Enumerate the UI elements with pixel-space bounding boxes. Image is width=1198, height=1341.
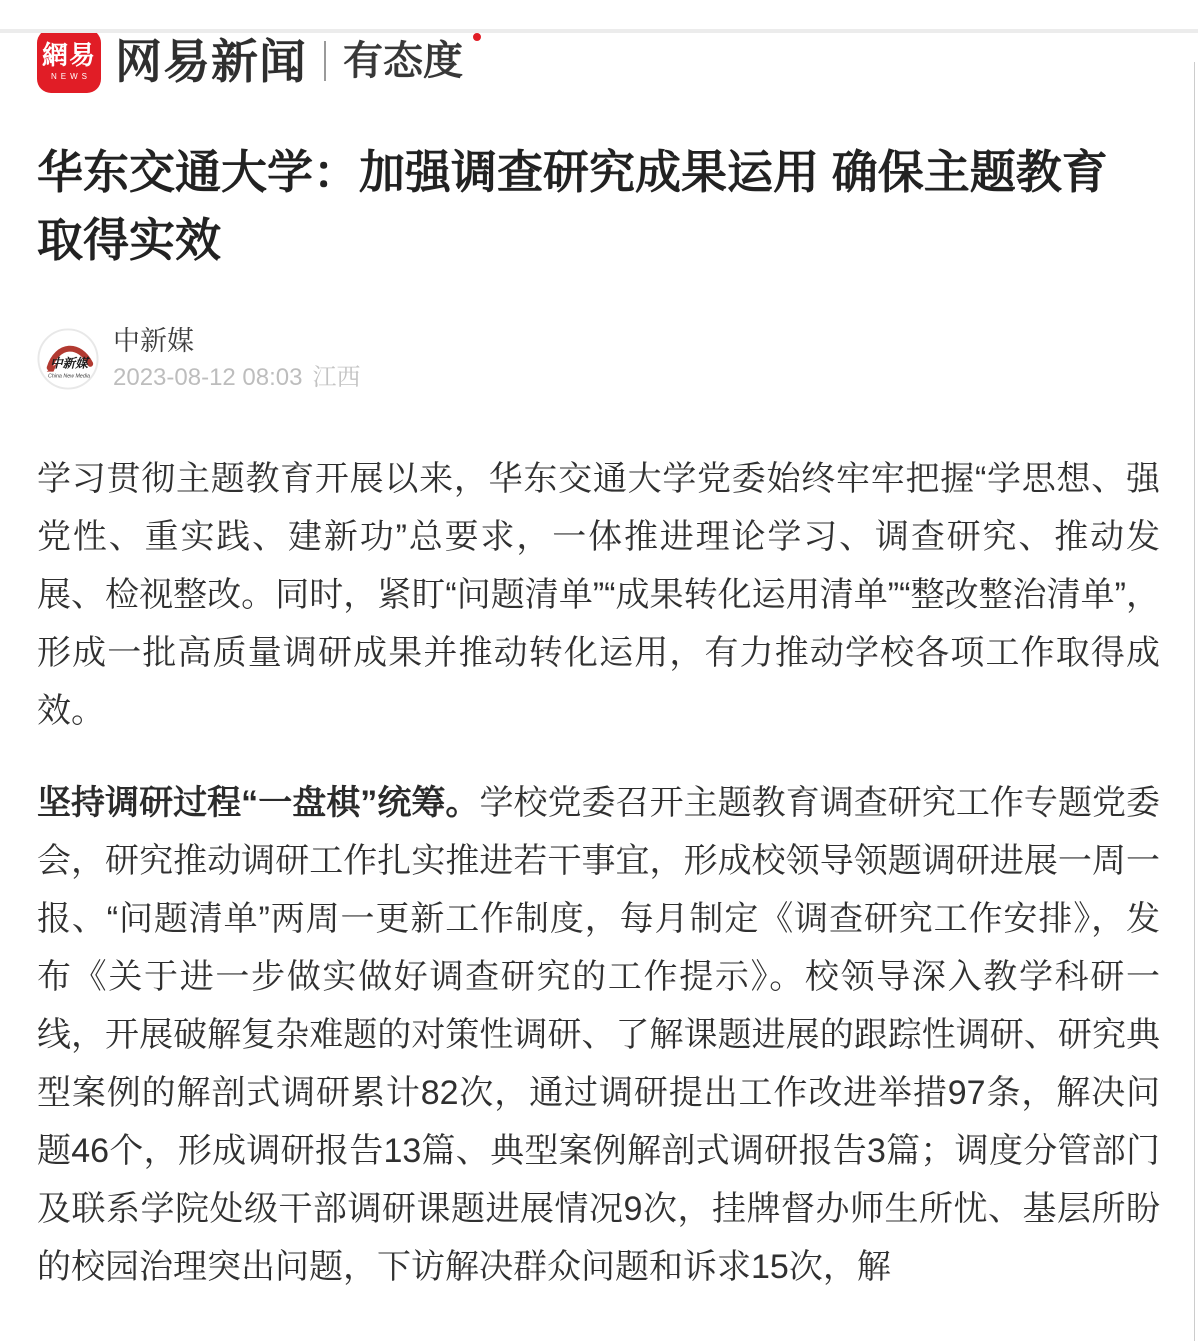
publish-time: 2023-08-12 08:03 bbox=[113, 364, 303, 392]
brand-title[interactable]: 网易新闻 bbox=[115, 34, 307, 88]
content-right-border bbox=[1194, 62, 1195, 1341]
author-avatar[interactable] bbox=[37, 328, 99, 390]
paragraph-text: 学校党委召开主题教育调查研究工作专题党委会，研究推动调研工作扎实推进若干事宜，形成校领导领题调研进展一周一报、“问题清单”两周一更新工作制度，每月制定《调查研究工作安排》，发布《关于进一步做实做好调查研究的工作提示》。校领导深入教学科研一线，开展破解复杂难题的对策性调研、了解课题进展的跟踪性调研、研究典型案例的解剖式调研累计82次，通过调研提出工作改进举措97条，解决问题46个，形成调研报告13篇、典型案例解剖式调研报告3篇；调度分管部门及联系学院处级干部调研课题进展情况9次，挂牌督办师生所忧、基层所盼的校园治理突出问题，下访解决群众问题和诉求15次，解 bbox=[37, 784, 1161, 1287]
page-top-strip bbox=[0, 29, 1198, 33]
publish-location: 江西 bbox=[312, 364, 361, 392]
brand-divider bbox=[324, 41, 326, 81]
paragraph-text: 学习贯彻主题教育开展以来，华东交通大学党委始终牢牢把握“学思想、强党性、重实践、建新功”总要求，一体推进理论学习、调查研究、推动发展、检视整改。同时，紧盯“问题清单”“成果转化运用清单”“整改整治清单”，形成一批高质量调研成果并推动转化运用，有力推动学校各项工作取得成效。 bbox=[37, 460, 1160, 731]
article-body bbox=[37, 450, 1160, 1296]
author-meta-text bbox=[113, 326, 361, 391]
netease-logo-news: NEWS bbox=[51, 71, 91, 81]
author-name[interactable]: 中新媒 bbox=[113, 326, 194, 356]
paragraph bbox=[37, 774, 1160, 1296]
netease-app-icon[interactable] bbox=[37, 29, 101, 93]
publish-info bbox=[113, 365, 361, 391]
degree-circle-icon bbox=[473, 33, 481, 41]
avatar-label: 中新媒 bbox=[50, 356, 88, 371]
author-meta bbox=[37, 326, 1160, 391]
avatar-sublabel: China New Media bbox=[48, 373, 90, 380]
brand-slogan-text: 有态度 bbox=[343, 39, 463, 83]
article-title: 华东交通大学：加强调查研究成果运用 确保主题教育取得实效 bbox=[37, 146, 1108, 266]
netease-logo-cn: 網易 bbox=[41, 39, 96, 70]
brand-slogan bbox=[343, 41, 479, 81]
article-page bbox=[0, 29, 1198, 1296]
paragraph-lead: 坚持调研过程“一盘棋”统筹。 bbox=[37, 784, 480, 823]
paragraph bbox=[37, 450, 1160, 740]
site-header bbox=[37, 29, 1160, 93]
